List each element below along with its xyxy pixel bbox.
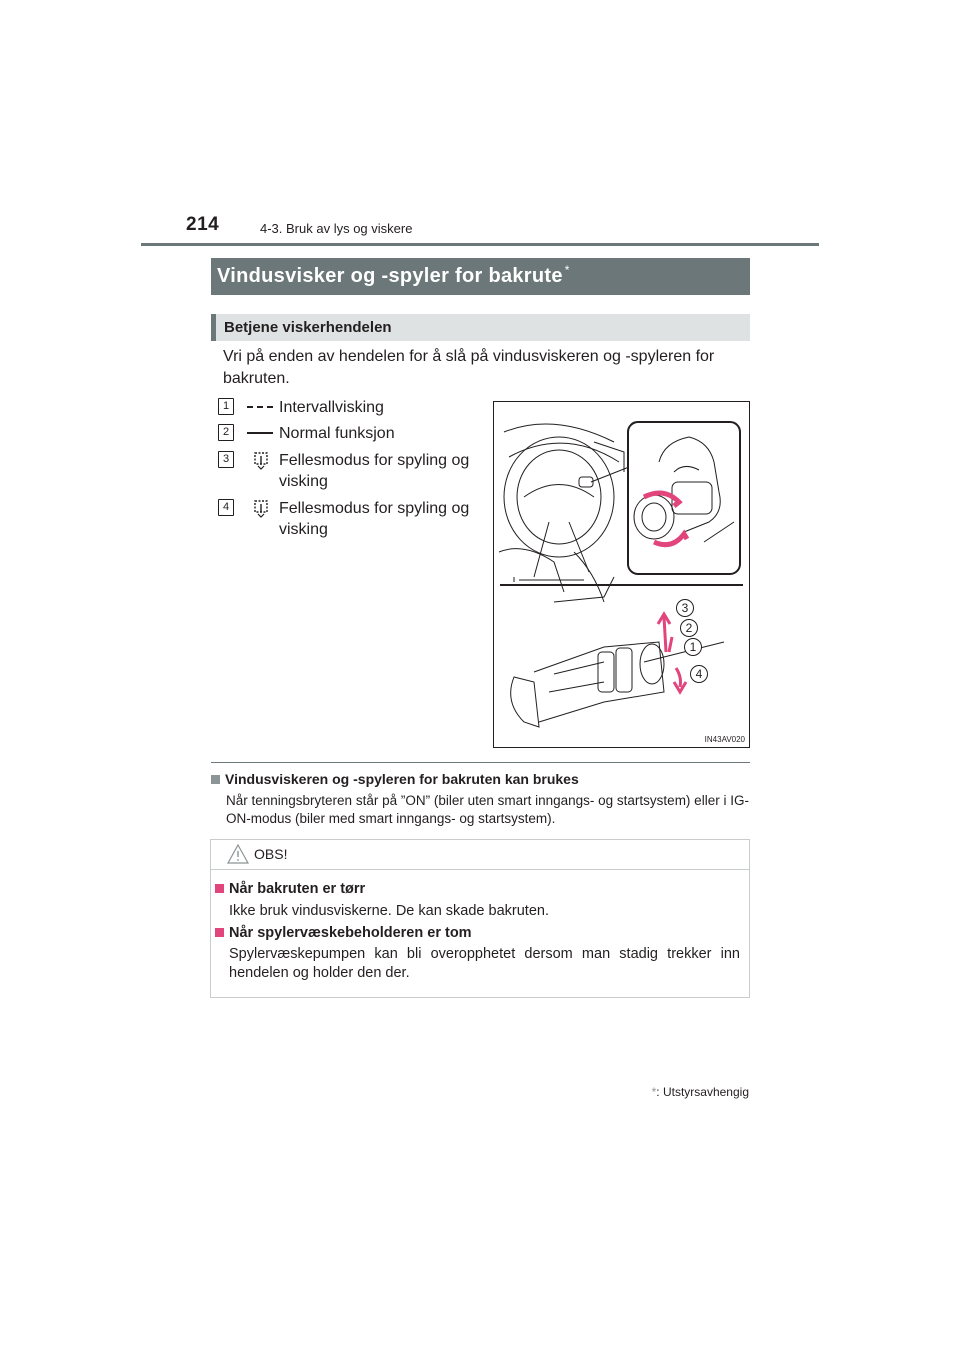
legend-item-3 [218,450,488,494]
legend-number: 1 [218,398,234,415]
washer-wipe-icon [246,450,274,470]
washer-wipe-icon [246,498,274,518]
page-number: 214 [186,214,220,235]
callout-number: 1 [689,640,697,654]
header-divider [141,243,819,246]
legend-text: Fellesmodus for spyling og visking [279,500,470,538]
subsection-bar [211,314,750,341]
note-heading-text: Vindusviskeren og -spyleren for bakruten kan brukes [225,771,579,787]
callout-number: 3 [681,601,689,615]
bullet-square-icon [215,928,224,937]
caution-heading-text: Når spylervæskebeholderen er tom [229,925,472,941]
bullet-square-icon [215,884,224,893]
legend-text: Fellesmodus for spyling og visking [279,452,470,490]
caution-item-heading [215,925,745,941]
legend-item-4 [218,498,488,542]
footnote [652,1085,749,1099]
callout-number: 4 [695,667,703,681]
footnote-mark: * [651,1085,657,1099]
section-title-bar [211,258,750,295]
figure-code: IN43AV020 [704,735,745,744]
legend-number: 3 [218,451,234,468]
section-title: Vindusvisker og -spyler for bakrute [217,265,563,287]
caution-box [210,839,750,998]
legend-text: Intervallvisking [279,399,384,416]
legend-number: 4 [218,499,234,516]
caution-item-heading [215,881,745,897]
caution-item-body: Spylervæskepumpen kan bli overopphetet dersom man stadig trekker inn hendelen og holder den der. [229,946,740,981]
caution-header [211,840,749,870]
equipment-mark: * [564,263,570,277]
caution-label: OBS! [254,846,288,862]
note-heading [211,771,750,787]
legend-item-1 [218,397,488,419]
intro-text: Vri på enden av hendelen for å slå på vindusviskeren og -spyleren for bakruten. [223,348,715,387]
section-divider [211,762,750,763]
note-body: Når tenningsbryteren står på ”ON” (biler uten smart inngangs- og startsystem) eller i IG-ON-modus (biler med smart inngangs- og startsystem). [226,793,749,826]
subsection-title: Betjene viskerhendelen [224,319,392,336]
warning-triangle-icon [226,843,250,865]
footnote-text: : Utstyrsavhengig [656,1085,749,1099]
illustration-drawing [494,402,749,747]
legend-number: 2 [218,424,234,441]
solid-line-icon [246,423,274,443]
subsection-accent [211,314,216,341]
wiper-lever-illustration [493,401,750,748]
callout-number: 2 [685,621,693,635]
bullet-square-icon [211,775,220,784]
legend-text: Normal funksjon [279,425,395,442]
caution-item-body: Ikke bruk vindusviskerne. De kan skade bakruten. [229,903,549,919]
chapter-title: 4-3. Bruk av lys og viskere [260,221,413,236]
dashed-line-icon [246,397,274,417]
legend-item-2 [218,423,488,445]
caution-heading-text: Når bakruten er tørr [229,881,366,897]
